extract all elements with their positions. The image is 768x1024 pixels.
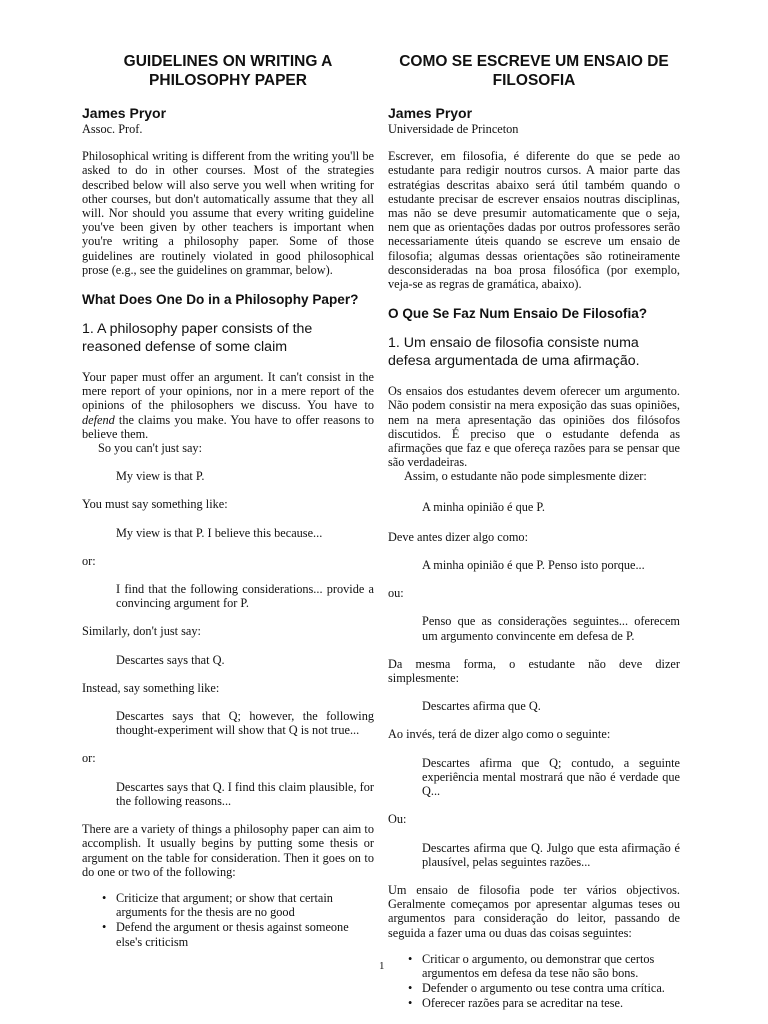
portuguese-paragraph-4: Da mesma forma, o estudante não deve dizer simplesmente: — [388, 656, 680, 686]
english-column — [82, 52, 374, 950]
portuguese-paragraph-1: Os ensaios dos estudantes devem oferecer um argumento. Não podem consistir na mera exposição das suas opiniões, nem na mera apresentação das opiniões dos filósofos discutidos. É preciso que o estudante defenda as afirmações que faz e que ofereça razões para se pensar que são verdadeiras. — [388, 384, 680, 470]
english-or-1: or: — [82, 553, 96, 568]
list-item: • Defend the argument or thesis against someone else's criticism — [102, 920, 349, 949]
list-item: • Defender o argumento ou tese contra uma crítica. — [408, 981, 665, 996]
list-item: • Criticize that argument; or show that certain arguments for the thesis are no good — [102, 890, 333, 920]
english-quote-6: Descartes says that Q. I find this claim plausible, for the following reasons... — [116, 779, 374, 808]
portuguese-or-1: ou: — [388, 586, 404, 601]
list-item: • Criticar o argumento, ou demonstrar que certos argumentos em defesa da tese não são bons. — [408, 951, 655, 980]
english-quote-4: Descartes says that Q. — [116, 652, 225, 667]
portuguese-quote-5: Descartes afirma que Q; contudo, a seguinte experiência mental mostrará que não é verdade que Q... — [422, 755, 680, 799]
portuguese-paragraph-3: Deve antes dizer algo como: — [388, 529, 528, 544]
english-author: James Pryor — [82, 105, 167, 121]
english-subheading: 1. A philosophy paper consists of the reasoned defense of some claim — [82, 321, 313, 356]
portuguese-paragraph-5: Ao invés, terá de dizer algo como o seguinte: — [388, 727, 611, 742]
english-quote-2: My view is that P. I believe this because... — [116, 525, 323, 540]
english-intro: Philosophical writing is different from the writing you'll be asked to do in other courses. Most of the strategies described below will also serve you well when writing for other courses, but don't automatically assume that they all will. Nor should you assume that every writing guideline you've been given by other teachers is important when you're writing a philosophy paper. Some of those guidelines are routinely violated in good philosophical prose (e.g., see the guidelines on grammar, below). — [82, 149, 374, 277]
english-or-2: or: — [82, 751, 96, 766]
english-bullet-list — [82, 891, 374, 949]
english-paragraph-1: Your paper must offer an argument. It can't consist in the mere report of your opinions, nor in a mere report of the opinions of the philosophers we discuss. You have to defend the claims you make. You have to offer reasons to believe them. — [82, 370, 374, 441]
portuguese-bullet-list — [388, 952, 680, 1011]
portuguese-or-2: Ou: — [388, 812, 407, 827]
portuguese-column — [388, 52, 680, 1012]
portuguese-section-heading: O Que Se Faz Num Ensaio De Filosofia? — [388, 306, 648, 322]
portuguese-quote-4: Descartes afirma que Q. — [422, 699, 541, 714]
portuguese-author: James Pryor — [388, 105, 473, 121]
english-quote-1: My view is that P. — [116, 469, 205, 484]
portuguese-paragraph-6: Um ensaio de filosofia pode ter vários objectivos. Geralmente começamos por apresentar algumas teses ou argumentos para consideração do leitor, passando de seguida a fazer uma ou duas das coisas seguintes: — [388, 882, 680, 940]
english-paragraph-3: You must say something like: — [82, 497, 228, 512]
portuguese-quote-1: A minha opinião é que P. — [422, 499, 545, 514]
english-affiliation: Assoc. Prof. — [82, 122, 143, 136]
portuguese-quote-2: A minha opinião é que P. Penso isto porque... — [422, 558, 645, 573]
english-paragraph-2: So you can't just say: — [98, 441, 203, 456]
portuguese-paragraph-2: Assim, o estudante não pode simplesmente dizer: — [404, 469, 647, 484]
english-quote-3: I find that the following considerations... provide a convincing argument for P. — [116, 582, 374, 611]
portuguese-quote-3: Penso que as considerações seguintes... oferecem um argumento convincente em defesa de P. — [422, 614, 680, 643]
english-section-heading: What Does One Do in a Philosophy Paper? — [82, 292, 359, 308]
emphasis-defend: defend — [82, 412, 115, 427]
english-quote-5: Descartes says that Q; however, the following thought-experiment will show that Q is not true... — [116, 709, 374, 738]
portuguese-affiliation: Universidade de Princeton — [388, 122, 519, 136]
english-paragraph-5: Instead, say something like: — [82, 680, 220, 695]
list-item: • Oferecer razões para se acreditar na tese. — [408, 996, 624, 1011]
portuguese-title: COMO SE ESCREVE UM ENSAIO DE FILOSOFIA — [399, 53, 669, 89]
english-paragraph-4: Similarly, don't just say: — [82, 624, 201, 639]
page-number: 1 — [379, 960, 385, 972]
english-title: GUIDELINES ON WRITING A PHILOSOPHY PAPER — [123, 53, 333, 89]
portuguese-quote-6: Descartes afirma que Q. Julgo que esta afirmação é plausível, pelas seguintes razões... — [422, 840, 680, 869]
english-paragraph-6: There are a variety of things a philosophy paper can aim to accomplish. It usually begins by putting some thesis or argument on the table for consideration. Then it goes on to do one or two of the following: — [82, 822, 374, 879]
portuguese-subheading: 1. Um ensaio de filosofia consiste numa defesa argumentada de uma afirmação. — [388, 335, 640, 370]
portuguese-intro: Escrever, em filosofia, é diferente do que se pede ao estudante para redigir noutros cursos. A maior parte das estratégias descritas abaixo será útil também quando o estudante precisar de escrever ensaios noutras disciplinas, mas não se deve presumir automaticamente que o seja, nem que as orientações dadas por outros professores serão necessariamente úteis quando se escreve um ensaio de filosofia; algumas dessas orientações são rotineiramente desconsideradas na boa prosa filosófica (por exemplo, veja-se as regras de gramática, abaixo). — [388, 149, 680, 292]
